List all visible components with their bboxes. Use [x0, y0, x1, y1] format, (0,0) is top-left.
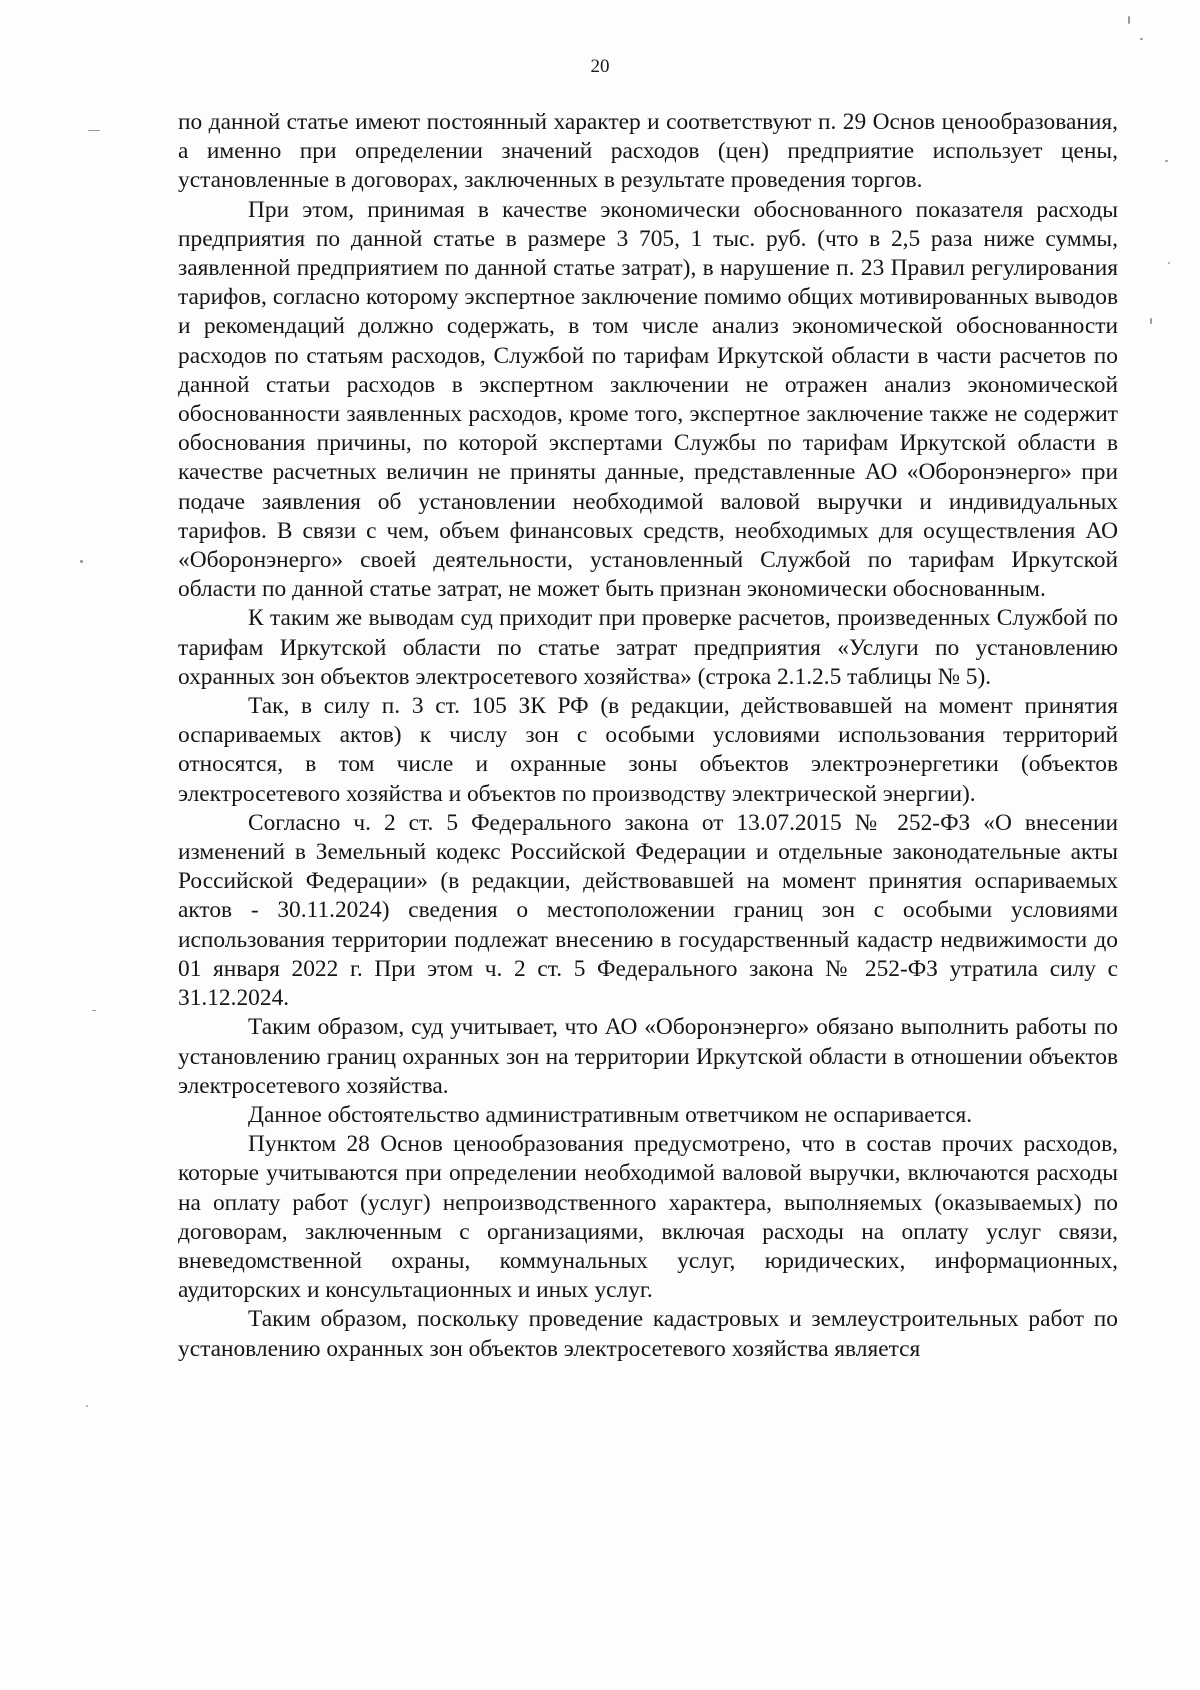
scan-artifact	[1150, 318, 1152, 324]
paragraph: Так, в силу п. 3 ст. 105 ЗК РФ (в редакции, действовавшей на момент принятия оспариваемых актов) к числу зон с особыми условиями использования территорий относятся, в том числе и охранные зоны объектов электроэнергетики (объектов электросетевого хозяйства и объектов по производству электрической энергии).	[178, 693, 1118, 807]
paragraph: При этом, принимая в качестве экономически обоснованного показателя расходы предприятия по данной статье в размере 3 705, 1 тыс. руб. (что в 2,5 раза ниже суммы, заявленной предприятием по данной статье затрат), в нарушение п. 23 Правил регулирования тарифов, согласно которому экспертное заключение помимо общих мотивированных выводов и рекомендаций должно содержать, в том числе анализ экономической обоснованности расходов по статьям расходов, Службой по тарифам Иркутской области в части расчетов по данной статьи расходов в экспертном заключении не отражен анализ экономической обоснованности заявленных расходов, кроме того, экспертное заключение также не содержит обоснования причины, по которой экспертами Службы по тарифам Иркутской области в качестве расчетных величин не приняты данные, представленные АО «Оборонэнерго» при подаче заявления об установлении необходимой валовой выручки и индивидуальных тарифов. В связи с чем, объем финансовых средств, необходимых для осуществления АО «Оборонэнерго» своей деятельности, установленный Службой по тарифам Иркутской области по данной статье затрат, не может быть признан экономически обоснованным.	[178, 196, 1118, 603]
scan-artifact	[1128, 16, 1130, 24]
paragraph: К таким же выводам суд приходит при проверке расчетов, произведенных Службой по тарифам Иркутской области по статье затрат предприятия «Услуги по установлению охранных зон объектов электросетевого хозяйства» (строка 2.1.2.5 таблицы № 5).	[178, 605, 1118, 690]
paragraph: Согласно ч. 2 ст. 5 Федерального закона от 13.07.2015 № 252-ФЗ «О внесении изменений в Земельный кодекс Российской Федерации и отдельные законодательные акты Российской Федерации» (в редакции, действовавшей на момент принятия оспариваемых актов - 30.11.2024) сведения о местоположении границ зон с особыми условиями использования территории подлежат внесению в государственный кадастр недвижимости до 01 января 2022 г. При этом ч. 2 ст. 5 Федерального закона № 252-ФЗ утратила силу с 31.12.2024.	[178, 809, 1118, 1012]
scan-artifact	[88, 130, 100, 131]
scan-artifact	[80, 560, 83, 563]
scan-artifact	[86, 1405, 88, 1407]
page-number: 20	[590, 56, 610, 77]
paragraph: Таким образом, суд учитывает, что АО «Оборонэнерго» обязано выполнить работы по установлению границ охранных зон на территории Иркутской области в отношении объектов электросетевого хозяйства.	[178, 1014, 1118, 1099]
scan-artifact	[1140, 38, 1143, 40]
scan-artifact	[1168, 262, 1170, 264]
paragraph: по данной статье имеют постоянный характер и соответствуют п. 29 Основ ценообразования, а именно при определении значений расходов (цен) предприятие использует цены, установленные в договорах, заключенных в результате проведения торгов.	[178, 109, 1118, 194]
paragraph: Пунктом 28 Основ ценообразования предусмотрено, что в состав прочих расходов, которые учитываются при определении необходимой валовой выручки, включаются расходы на оплату работ (услуг) непроизводственного характера, выполняемых (оказываемых) по договорам, заключенным с организациями, включая расходы на оплату услуг связи, вневедомственной охраны, коммунальных услуг, юридических, информационных, аудиторских и консультационных и иных услуг.	[178, 1131, 1118, 1304]
scan-artifact	[1165, 160, 1168, 162]
paragraph: Таким образом, поскольку проведение кадастровых и землеустроительных работ по установлению охранных зон объектов электросетевого хозяйства является	[178, 1306, 1118, 1362]
document-body	[178, 108, 1118, 1364]
scan-artifact	[92, 1010, 96, 1011]
paragraph: Данное обстоятельство административным ответчиком не оспаривается.	[248, 1101, 973, 1128]
